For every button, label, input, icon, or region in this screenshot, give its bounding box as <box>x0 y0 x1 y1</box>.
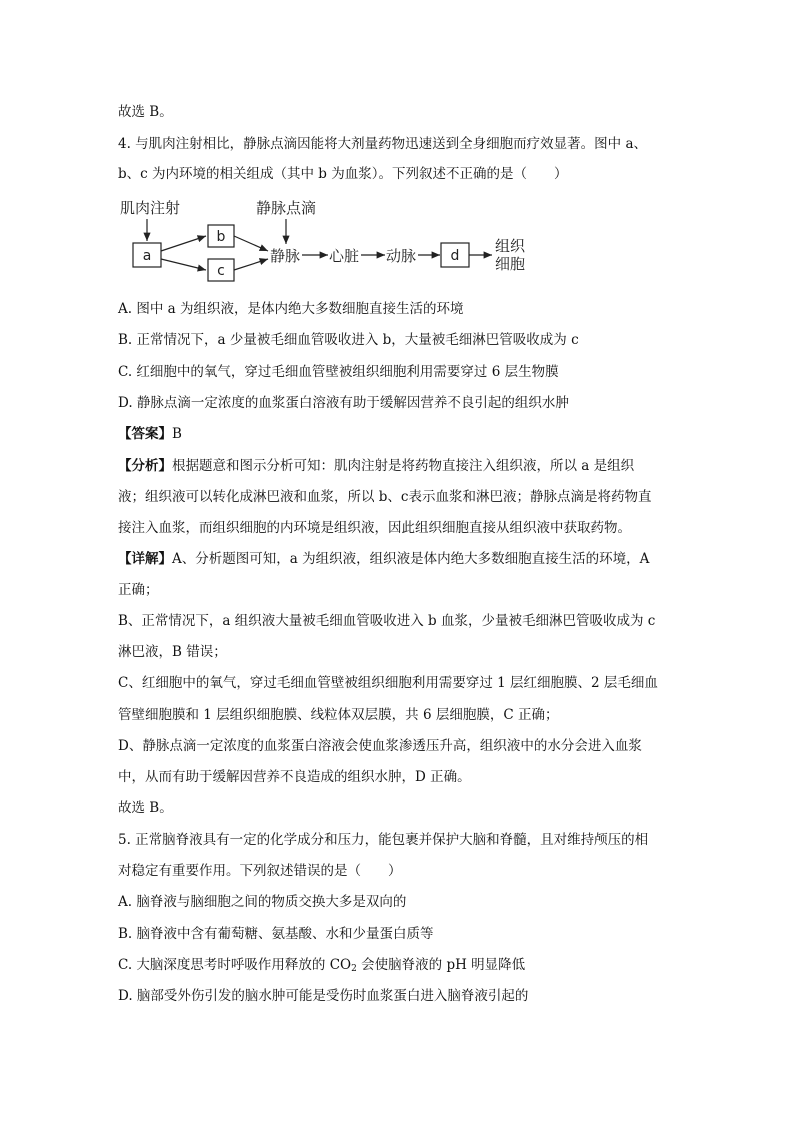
q4-detail-line3: B、正常情况下，a 组织液大量被毛细血管吸收进入 b 血浆，少量被毛细淋巴管吸收成为 c <box>118 613 656 629</box>
q4-analysis-line2: 液；组织液可以转化成淋巴液和血浆，所以 b、c表示血浆和淋巴液；静脉点滴是将药物直 <box>118 489 652 505</box>
arrow-a-to-c <box>161 259 206 270</box>
q3-conclusion: 故选 B。 <box>118 104 173 120</box>
q4-diagram <box>118 193 538 283</box>
q4-detail-line2: 正确； <box>118 582 159 598</box>
label-heart: 心脏 <box>329 247 360 265</box>
q4-option-d: D. 静脉点滴一定浓度的血浆蛋白溶液有助于缓解因营养不良引起的组织水肿 <box>118 395 569 411</box>
box-b-label: b <box>216 229 226 245</box>
label-vein: 静脉 <box>270 247 301 265</box>
q4-detail-line8: 中，从而有助于缓解因营养不良造成的组织水肿，D 正确。 <box>118 769 471 785</box>
q5-option-c <box>118 955 525 979</box>
q4-stem-line1: 4. 与肌肉注射相比，静脉点滴因能将大剂量药物迅速送到全身细胞而疗效显著。图中 a、 <box>118 136 648 152</box>
q4-option-c: C. 红细胞中的氧气，穿过毛细血管壁被组织细胞利用需要穿过 6 层生物膜 <box>118 364 559 380</box>
q5-option-b: B. 脑脊液中含有葡萄糖、氨基酸、水和少量蛋白质等 <box>118 926 434 942</box>
arrow-a-to-b <box>161 236 206 251</box>
q4-analysis-line3: 接注入血浆，而组织细胞的内环境是组织液，因此组织细胞直接从组织液中获取药物。 <box>118 520 631 536</box>
q5-option-a: A. 脑脊液与脑细胞之间的物质交换大多是双向的 <box>118 894 407 910</box>
q4-detail-line1 <box>118 549 649 569</box>
q4-detail-line4: 淋巴液，B 错误； <box>118 644 227 660</box>
box-a-label: a <box>142 248 152 264</box>
box-d-label: d <box>450 248 460 264</box>
q4-conclusion: 故选 B。 <box>118 800 173 816</box>
box-c-label: c <box>217 263 225 279</box>
detail-label: 【详解】 <box>118 551 172 567</box>
label-tissue-cell-2: 细胞 <box>495 255 526 273</box>
q4-answer <box>118 424 182 444</box>
q5-option-d: D. 脑部受外伤引发的脑水肿可能是受伤时血浆蛋白进入脑脊液引起的 <box>118 988 529 1004</box>
q5-option-c-pre: C. 大脑深度思考时呼吸作用释放的 CO <box>118 957 352 973</box>
q5-option-c-post: 会使脑脊液的 pH 明显降低 <box>356 957 526 973</box>
label-iv-drip: 静脉点滴 <box>256 199 317 217</box>
arrow-c-to-vein <box>234 259 268 270</box>
q5-option-c-sub: 2 <box>351 964 357 974</box>
detail-text-1: A、分析题图可知，a 为组织液，组织液是体内绝大多数细胞直接生活的环境，A <box>172 551 650 567</box>
q4-analysis-line1 <box>118 456 634 476</box>
label-artery: 动脉 <box>386 247 417 265</box>
q4-option-b: B. 正常情况下，a 少量被毛细血管吸收进入 b，大量被毛细淋巴管吸收成为 c <box>118 332 579 348</box>
answer-label: 【答案】 <box>118 426 172 442</box>
answer-value: B <box>172 426 182 442</box>
q4-stem-line2: b、c 为内环境的相关组成（其中 b 为血浆）。下列叙述不正确的是（ ） <box>118 166 568 182</box>
q5-stem-line2: 对稳定有重要作用。下列叙述错误的是（ ） <box>118 863 402 879</box>
label-im-injection: 肌肉注射 <box>120 199 181 217</box>
q4-detail-line5: C、红细胞中的氧气，穿过毛细血管壁被组织细胞利用需要穿过 1 层红细胞膜、2 层毛细血 <box>118 675 658 691</box>
q5-stem-line1: 5. 正常脑脊液具有一定的化学成分和压力，能包裹并保护大脑和脊髓，且对维持颅压的相 <box>118 832 649 848</box>
analysis-label: 【分析】 <box>118 458 172 474</box>
analysis-text-1: 根据题意和图示分析可知：肌肉注射是将药物直接注入组织液，所以 a 是组织 <box>172 458 635 474</box>
q4-detail-line6: 管壁细胞膜和 1 层组织细胞膜、线粒体双层膜，共 6 层细胞膜，C 正确； <box>118 707 559 723</box>
q4-option-a: A. 图中 a 为组织液，是体内绝大多数细胞直接生活的环境 <box>118 301 464 317</box>
arrow-b-to-vein <box>234 236 268 251</box>
q4-detail-line7: D、静脉点滴一定浓度的血浆蛋白溶液会使血浆渗透压升高，组织液中的水分会进入血浆 <box>118 738 642 754</box>
label-tissue-cell-1: 组织 <box>495 237 526 255</box>
